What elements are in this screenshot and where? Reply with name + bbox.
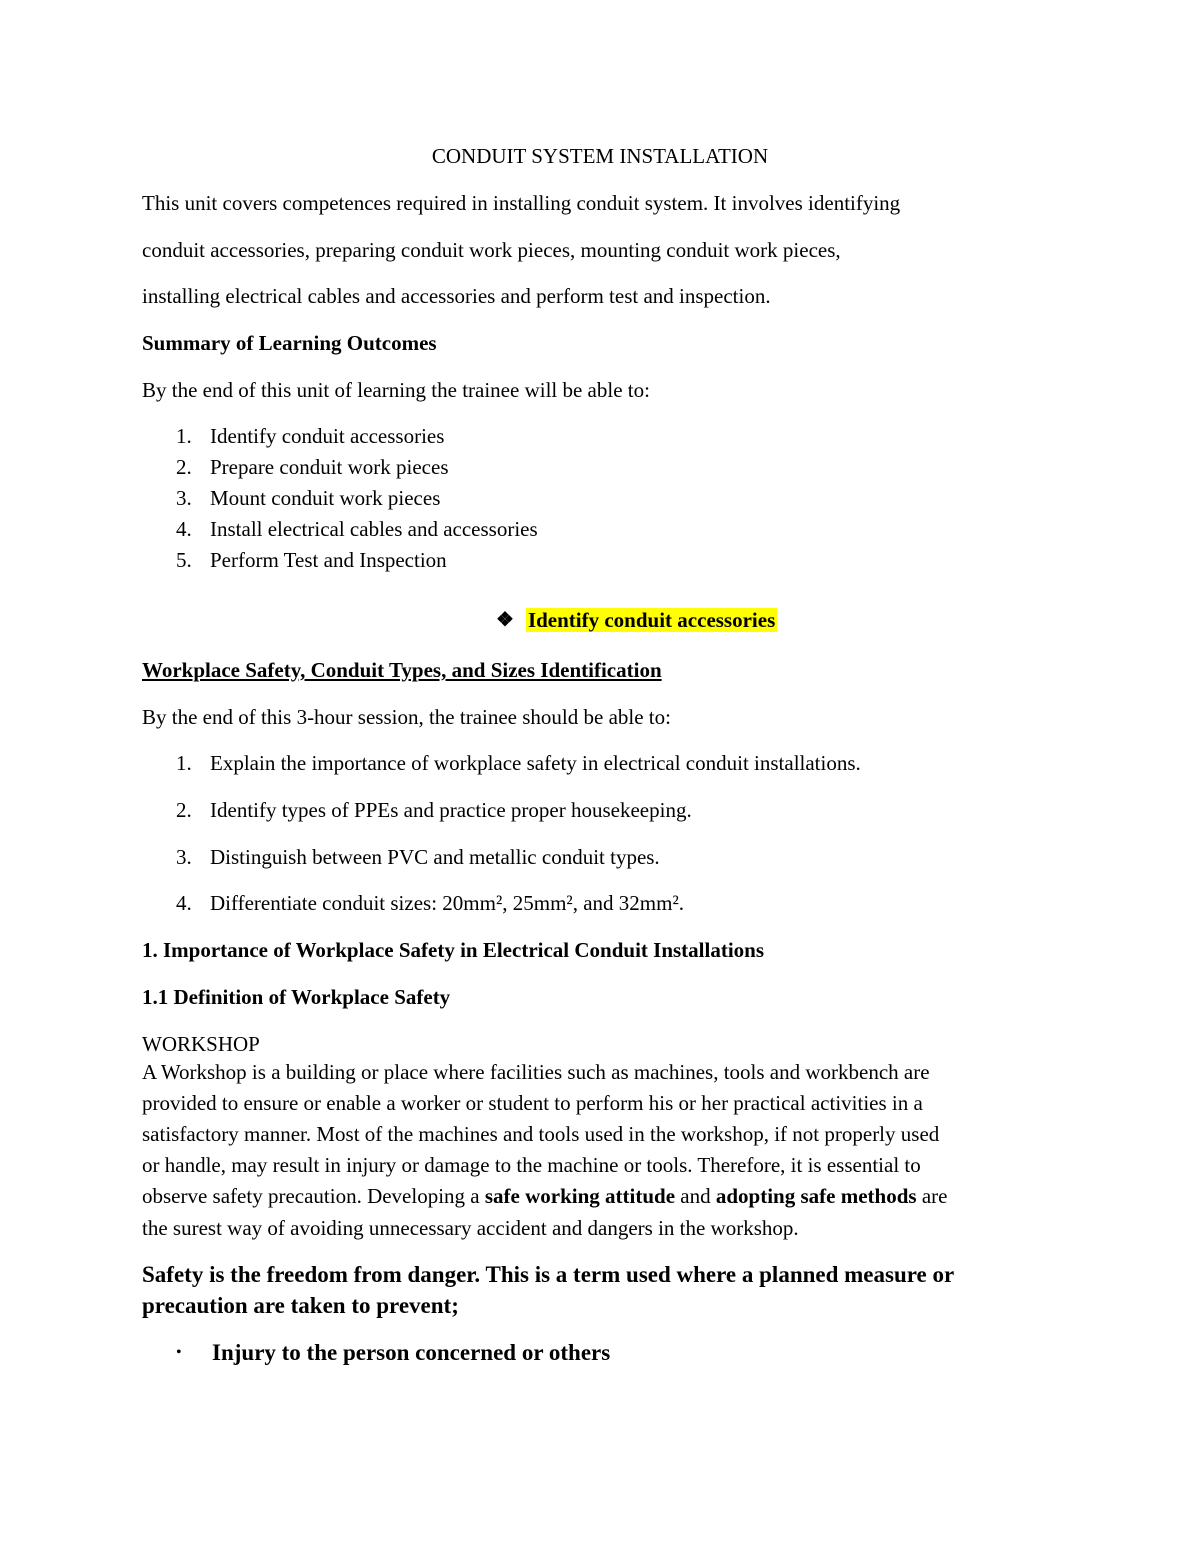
objective-text: Identify types of PPEs and practice proper housekeeping. xyxy=(210,798,692,822)
objective-text: Differentiate conduit sizes: 20mm², 25mm², and 32mm². xyxy=(210,891,684,915)
outcome-item xyxy=(176,548,447,573)
outcome-text: Prepare conduit work pieces xyxy=(210,455,449,479)
workshop-line-5-end: are xyxy=(916,1184,948,1208)
outcome-item xyxy=(176,424,444,449)
section-heading: 1. Importance of Workplace Safety in Electrical Conduit Installations xyxy=(142,938,765,962)
objective-number: 2. xyxy=(176,798,192,822)
session-lead: By the end of this 3-hour session, the trainee should be able to: xyxy=(142,705,671,729)
workshop-line-1: A Workshop is a building or place where facilities such as machines, tools and workbench are xyxy=(142,1060,930,1084)
workshop-line-5 xyxy=(142,1184,947,1209)
outcome-item xyxy=(176,486,440,511)
outcome-number: 2. xyxy=(176,455,192,479)
summary-heading: Summary of Learning Outcomes xyxy=(142,331,437,355)
diamond-bullet-icon: ❖ xyxy=(496,609,514,631)
safety-bullet-text: Injury to the person concerned or others xyxy=(212,1340,611,1365)
highlighted-heading xyxy=(496,608,777,633)
safety-term: Safety xyxy=(142,1262,204,1287)
outcome-number: 4. xyxy=(176,517,192,541)
safe-working-attitude-emphasis: safe working attitude xyxy=(484,1184,676,1208)
subsection-heading: 1.1 Definition of Workplace Safety xyxy=(142,985,451,1009)
outcome-text: Perform Test and Inspection xyxy=(210,548,447,572)
session-objective xyxy=(176,891,684,916)
outcome-number: 3. xyxy=(176,486,192,510)
workshop-heading: WORKSHOP xyxy=(142,1032,260,1056)
session-objective xyxy=(176,751,861,776)
workshop-line-5-and: and xyxy=(675,1184,716,1208)
document-title: CONDUIT SYSTEM INSTALLATION xyxy=(431,144,769,168)
workshop-line-6: the surest way of avoiding unnecessary accident and dangers in the workshop. xyxy=(142,1216,799,1240)
outcome-item xyxy=(176,517,538,542)
objective-text: Distinguish between PVC and metallic conduit types. xyxy=(210,845,660,869)
outcome-text: Install electrical cables and accessories xyxy=(210,517,538,541)
objective-text: Explain the importance of workplace safety in electrical conduit installations. xyxy=(210,751,861,775)
safety-definition-line-1 xyxy=(142,1261,954,1289)
outcome-item xyxy=(176,455,449,480)
summary-lead: By the end of this unit of learning the trainee will be able to: xyxy=(142,378,650,402)
safety-definition-text: is the freedom from danger. This is a term used where a planned measure or xyxy=(203,1262,955,1287)
session-heading: Workplace Safety, Conduit Types, and Sizes Identification xyxy=(142,658,662,682)
intro-line-3: installing electrical cables and accessories and perform test and inspection. xyxy=(142,284,771,308)
outcome-text: Mount conduit work pieces xyxy=(210,486,441,510)
bullet-icon: • xyxy=(176,1344,182,1361)
intro-line-1: This unit covers competences required in installing conduit system. It involves identifying xyxy=(142,191,901,215)
intro-line-2: conduit accessories, preparing conduit work pieces, mounting conduit work pieces, xyxy=(142,238,841,262)
workshop-line-3: satisfactory manner. Most of the machines and tools used in the workshop, if not properly used xyxy=(142,1122,940,1146)
outcome-text: Identify conduit accessories xyxy=(210,424,445,448)
workshop-line-2: provided to ensure or enable a worker or student to perform his or her practical activities in a xyxy=(142,1091,923,1115)
safety-definition-line-2: precaution are taken to prevent; xyxy=(142,1293,459,1318)
workshop-line-5-start: observe safety precaution. Developing a xyxy=(142,1184,485,1208)
safety-bullet-item xyxy=(176,1339,610,1367)
session-objective xyxy=(176,798,692,823)
adopting-safe-methods-emphasis: adopting safe methods xyxy=(715,1184,917,1208)
outcome-number: 1. xyxy=(176,424,192,448)
objective-number: 4. xyxy=(176,891,192,915)
highlighted-heading-text: Identify conduit accessories xyxy=(527,608,776,632)
outcome-number: 5. xyxy=(176,548,192,572)
session-objective xyxy=(176,845,660,870)
objective-number: 1. xyxy=(176,751,192,775)
workshop-line-4: or handle, may result in injury or damage to the machine or tools. Therefore, it is essential to xyxy=(142,1153,921,1177)
objective-number: 3. xyxy=(176,845,192,869)
